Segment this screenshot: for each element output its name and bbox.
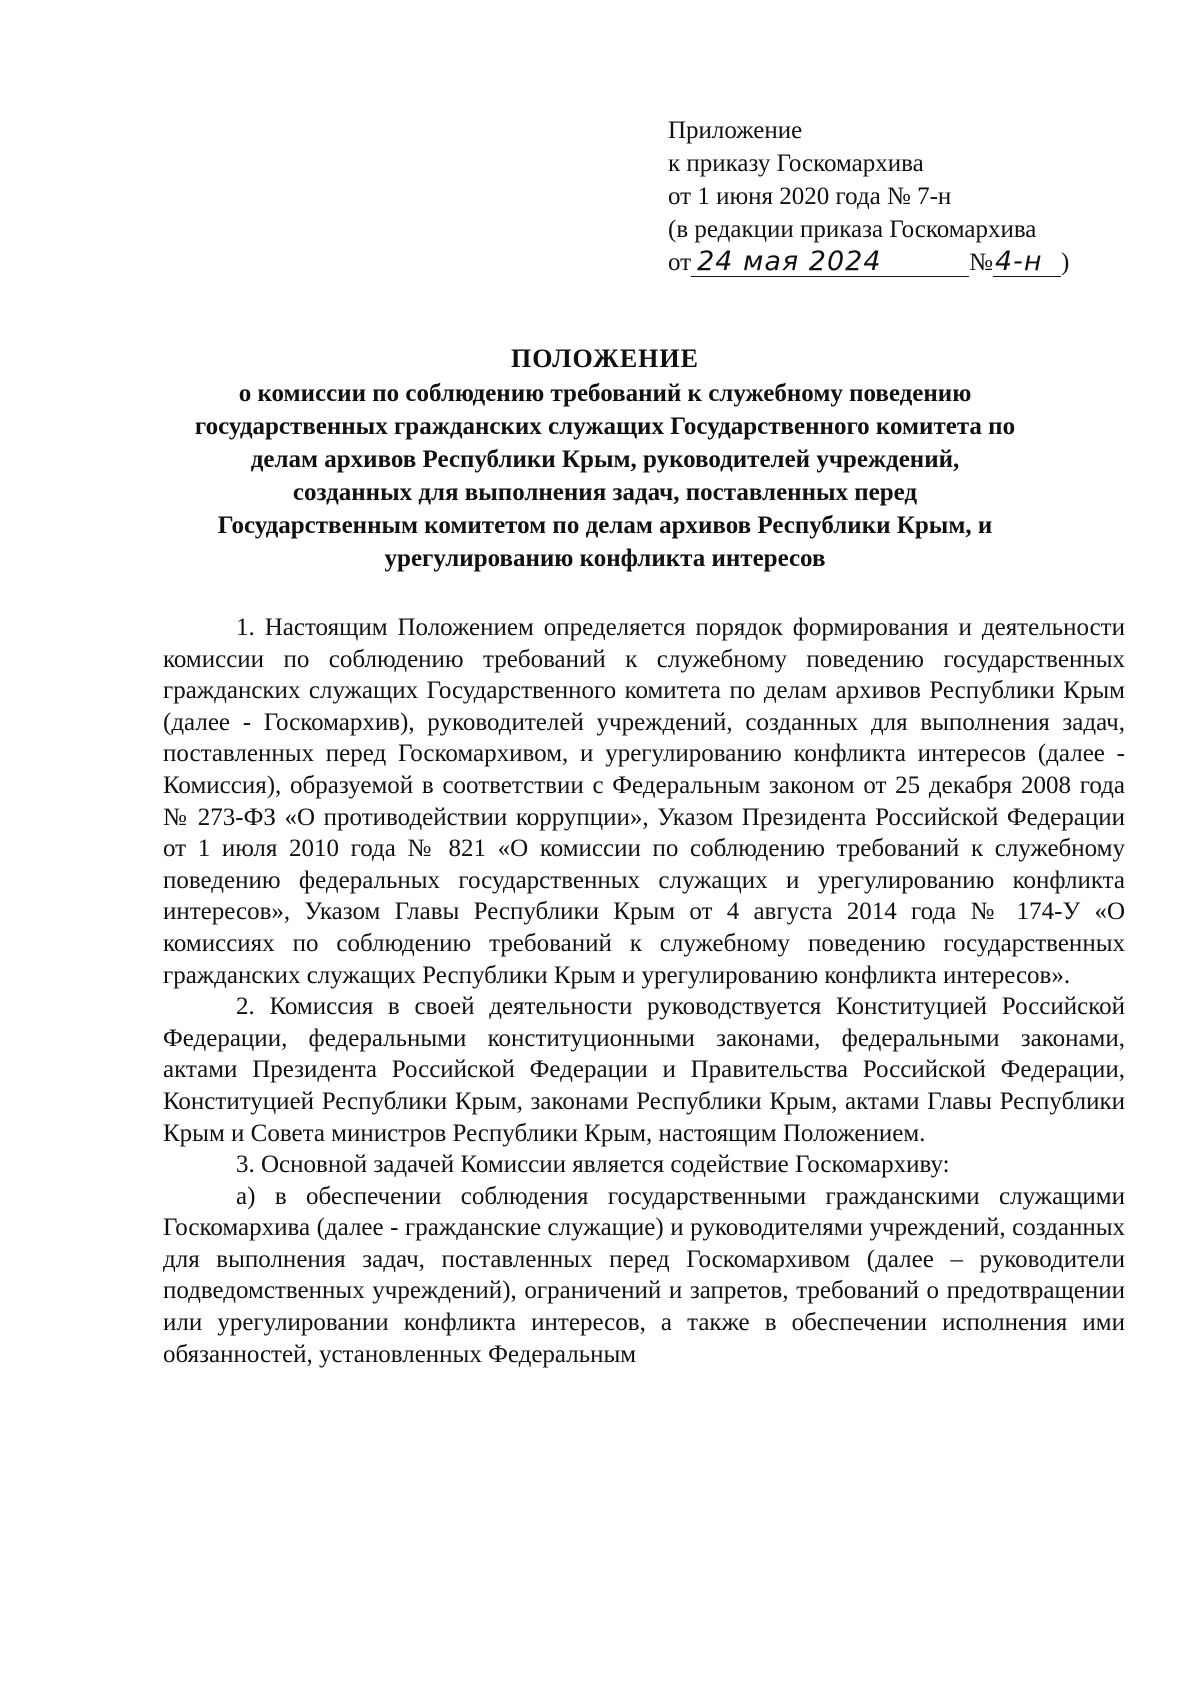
appendix-line-2: к приказу Госкомархива — [668, 150, 924, 177]
handwritten-date: 24 мая 2024 — [691, 248, 969, 277]
appendix-line-1: Приложение — [668, 117, 803, 144]
appendix-line-3: от 1 июня 2020 года № 7-н — [668, 183, 952, 210]
document-title — [140, 342, 1070, 575]
title-line-3: делам архивов Республики Крым, руководителей учреждений, — [250, 446, 960, 473]
document-body — [163, 612, 1125, 1370]
paragraph-3a: а) в обеспечении соблюдения государственными гражданскими служащими Госкомархива (далее - гражданские служащие) и руководителями учреждений, созданных для выполнения задач, поставленных перед Госкомархивом (далее – руководители подведомственных учреждений), ограничений и запретов, требований о предотвращении или урегулировании конфликта интересов, а также в обеспечении исполнения ими обязанностей, установленных Федеральным — [163, 1182, 1125, 1368]
paragraph-2: 2. Комиссия в своей деятельности руководствуется Конституцией Российской Федерации, федеральными конституционными законами, федеральными законами, актами Президента Российской Федерации и Правительства Российской Федерации, Конституцией Республики Крым, законами Республики Крым, актами Главы Республики Крым и Совета министров Республики Крым, настоящим Положением. — [163, 993, 1125, 1147]
redaction-number-prefix: № — [969, 249, 993, 276]
title-line-4: созданных для выполнения задач, поставленных перед — [292, 479, 918, 506]
appendix-line-4: (в редакции приказа Госкомархива — [668, 216, 1037, 243]
title-line-6: урегулированию конфликта интересов — [384, 545, 826, 572]
redaction-line — [668, 246, 1138, 279]
paragraph-1: 1. Настоящим Положением определяется порядок формирования и деятельности комиссии по соблюдению требований к служебному поведению государственных гражданских служащих Государственного комитета по делам архивов Республики Крым (далее - Госкомархив), руководителей учреждений, созданных для выполнения задач, поставленных перед Госкомархивом, и урегулированию конфликта интересов (далее - Комиссия), образуемой в соответствии с Федеральным законом от 25 декабря 2008 года № 273-ФЗ «О противодействии коррупции», Указом Президента Российской Федерации от 1 июля 2010 года № 821 «О комиссии по соблюдению требований к служебному поведению федеральных государственных служащих и урегулированию конфликта интересов», Указом Главы Республики Крым от 4 августа 2014 года № 174-У «О комиссиях по соблюдению требований к служебному поведению государственных гражданских служащих Республики Крым и урегулированию конфликта интересов». — [163, 614, 1125, 989]
title-main: ПОЛОЖЕНИЕ — [511, 344, 699, 373]
title-line-1: о комиссии по соблюдению требований к служебному поведению — [238, 380, 972, 407]
title-line-5: Государственным комитетом по делам архивов Республики Крым, и — [217, 512, 993, 539]
handwritten-number: 4-н — [993, 248, 1061, 277]
paragraph-3: 3. Основной задачей Комиссии является содействие Госкомархиву: — [236, 1151, 950, 1179]
redaction-suffix: ) — [1060, 249, 1070, 276]
title-line-2: государственных гражданских служащих Государственного комитета по — [194, 413, 1016, 440]
appendix-header — [668, 114, 1138, 279]
redaction-prefix: от — [668, 249, 692, 276]
